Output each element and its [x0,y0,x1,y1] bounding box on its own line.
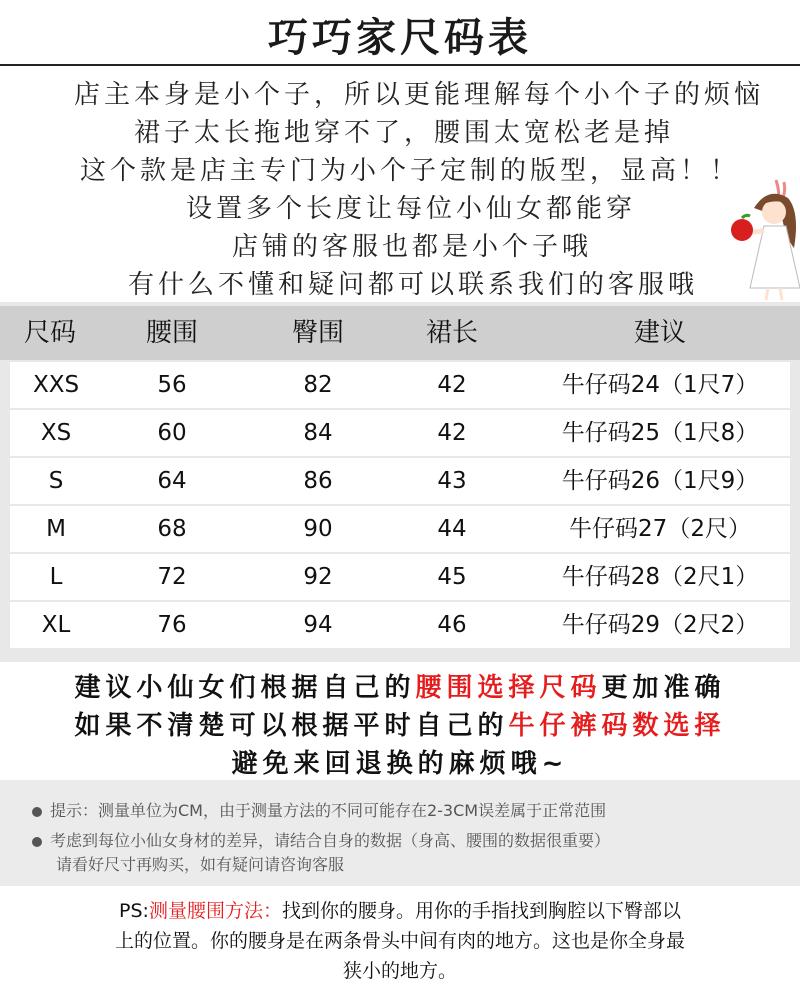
waist-cell: 76 [157,612,187,638]
advice-text: 更加准确 [601,673,726,703]
suggestion-cell: 牛仔码27（2尺） [569,516,751,542]
advice-highlight: 牛仔裤码数选择 [508,711,726,741]
advice-highlight: 腰围选择尺码 [415,673,602,703]
advice-line-1 [0,668,800,708]
header [0,0,800,66]
suggestion-cell: 牛仔码29（2尺2） [561,612,759,638]
suggestion-cell: 牛仔码26（1尺9） [561,468,759,494]
length-cell: 46 [437,612,467,638]
table-row [10,554,790,600]
intro-line: 设置多个长度让每位小仙女都能穿 [186,194,637,224]
size-cell: XXS [32,372,80,398]
length-cell: 42 [437,420,467,446]
length-cell: 43 [437,468,467,494]
title-divider [0,64,800,66]
hip-cell: 84 [303,420,333,446]
column-header: 臀围 [291,318,344,348]
suggestion-cell: 牛仔码25（1尺8） [561,420,759,446]
size-cell: S [48,468,64,494]
size-cell: L [49,564,63,590]
length-cell: 42 [437,372,467,398]
size-table [0,302,800,662]
table-row [10,410,790,456]
note-2-cont: 请看好尺寸再购买，如有疑问请咨询客服 [56,855,345,874]
advice-text: 如果不清楚可以根据平时自己的 [74,711,509,741]
bullet-icon [32,807,42,817]
table-row [10,506,790,552]
intro-line: 店铺的客服也都是小个子哦 [232,232,593,262]
hip-cell: 86 [303,468,333,494]
intro-line: 有什么不懂和疑问都可以联系我们的客服哦 [128,270,699,300]
page-title: 巧巧家尺码表 [268,15,532,61]
table-header [0,306,800,360]
waist-cell: 60 [157,420,187,446]
hip-cell: 92 [303,564,333,590]
column-header: 腰围 [145,318,198,348]
intro-line: 裙子太长拖地穿不了，腰围太宽松老是掉 [134,118,675,148]
waist-cell: 72 [157,564,187,590]
suggestion-cell: 牛仔码24（1尺7） [561,372,759,398]
size-cell: M [46,516,66,542]
hip-cell: 90 [303,516,333,542]
ps-text: 找到你的腰身。用你的手指找到胸腔以下臀部以 [281,900,681,922]
note-text: 提示：测量单位为CM，由于测量方法的不同可能存在2-3CM误差属于正常范围 [50,801,607,820]
column-header: 尺码 [23,318,76,348]
table-row [10,458,790,504]
length-cell: 44 [437,516,467,542]
ps-line-1 [0,896,800,926]
hip-cell: 94 [303,612,333,638]
note-2 [32,828,610,851]
hip-cell: 82 [303,372,333,398]
note-1 [32,798,606,821]
intro-line: 店主本身是小个子，所以更能理解每个小个子的烦恼 [74,80,765,110]
column-header: 裙长 [425,318,478,348]
girl-with-apple-illustration [724,178,800,302]
note-text: 考虑到每位小仙女身材的差异，请结合自身的数据（身高、腰围的数据很重要） [50,831,611,850]
waist-cell: 56 [157,372,187,398]
suggestion-cell: 牛仔码28（2尺1） [561,564,759,590]
ps-highlight: 测量腰围方法： [148,900,282,922]
advice-line-2 [0,706,800,746]
ps-line-2: 上的位置。你的腰身是在两条骨头中间有肉的地方。这也是你全身最 [114,930,685,952]
waist-cell: 68 [157,516,187,542]
table-row [10,602,790,648]
ps-prefix: PS: [119,900,149,922]
length-cell: 45 [437,564,467,590]
size-cell: XL [41,612,71,638]
waist-cell: 64 [157,468,187,494]
column-header: 建议 [633,318,686,348]
advice-text: 建议小仙女们根据自己的 [74,673,416,703]
advice-line-3: 避免来回退换的麻烦哦~ [231,749,569,779]
intro-line: 这个款是店主专门为小个子定制的版型，显高！！ [80,156,741,186]
ps-line-3: 狭小的地方。 [342,960,457,982]
size-cell: XS [40,420,72,446]
table-row [10,362,790,408]
notes-box [0,780,800,886]
bullet-icon [32,837,42,847]
